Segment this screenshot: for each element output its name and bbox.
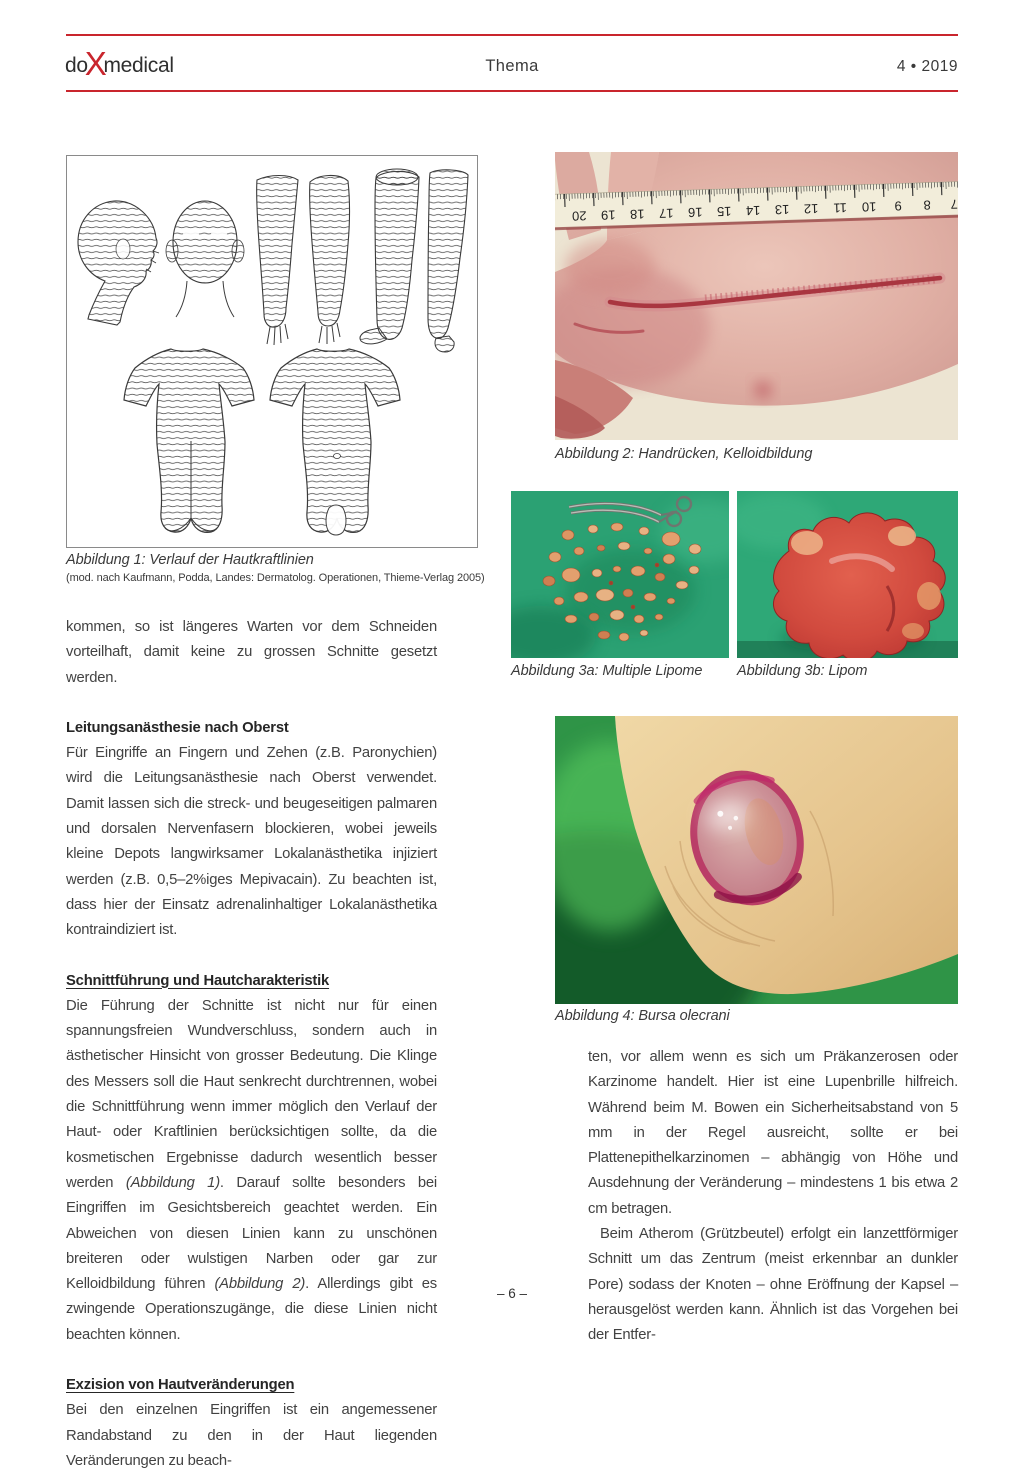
section-exzision-heading: Exzision von Hautveränderungen — [66, 1377, 295, 1394]
figure3a-caption: Abbildung 3a: Multiple Lipome — [511, 663, 703, 679]
torso-front-drawing — [270, 349, 400, 535]
svg-text:17: 17 — [658, 205, 674, 222]
figure3b-caption: Abbildung 3b: Lipom — [737, 663, 868, 679]
figure2-reference: (Abbildung 2) — [214, 1276, 306, 1293]
svg-text:20: 20 — [571, 208, 587, 224]
figure1-credit: (mod. nach Kaufmann, Podda, Landes: Dermatolog. Operationen, Thieme-Verlag 2005) — [66, 572, 485, 584]
arm-drawing-2 — [310, 175, 350, 344]
right-text-column — [588, 1045, 958, 1349]
figure1-caption: Abbildung 1: Verlauf der Hautkraftlinien — [66, 552, 314, 568]
section-oberst — [66, 716, 437, 944]
svg-text:11: 11 — [833, 200, 848, 216]
figure4-bursa-photo — [555, 716, 958, 1004]
svg-text:10: 10 — [861, 199, 877, 215]
body-text: Die Führung der Schnitte ist nicht nur für einen spannungsfreien Wundverschluss, sondern auch in ästhetischer Hinsicht von grosser Bedeutung. Die Klinge des Messers soll die Haut senkrecht durchtrennen, wobei die Schnittführung wenn immer möglich den Verlauf der Haut- oder Kraftlinien berücksichtigen sollte, da die kosmetischen Ergebnisse dadurch wesentlich besser werden — [66, 997, 437, 1191]
figure2-hand-photo — [555, 152, 958, 440]
section-oberst-heading: Leitungsanästhesie nach Oberst — [66, 719, 289, 736]
figure1-reference: (Abbildung 1) — [125, 1174, 220, 1191]
hand-keloid-photo — [555, 152, 958, 440]
figure3b-lipoma-photo — [737, 491, 958, 658]
svg-text:7: 7 — [950, 196, 958, 212]
svg-text:19: 19 — [600, 207, 616, 223]
issue-number: 4 • 2019 — [896, 58, 958, 75]
arm-drawing-1 — [257, 176, 298, 346]
svg-text:13: 13 — [774, 201, 790, 218]
svg-text:14: 14 — [745, 202, 761, 219]
body-text: . Darauf sollte besonders bei Eingriffen im Gesichtsbereich geachtet werden. Ein Abweichen von diesen Linien kann zu unschönen breiteren oder wulstigen Narben oder gar zur Kelloidbildung führen — [66, 1174, 437, 1293]
figure2-caption: Abbildung 2: Handrücken, Kelloidbildung — [555, 446, 813, 462]
torso-back-drawing — [124, 349, 254, 532]
left-text-column — [66, 615, 437, 1474]
right-paragraph-2: Beim Atherom (Grützbeutel) erfolgt ein lanzettförmiger Schnitt um das Zentrum (meist erkennbar an dunkler Pore) sodass der Knoten – ohne Eröffnung der Kapsel – herausgelöst werden kann. Ähnlich ist das Vorgehen bei der Entfer- — [588, 1226, 958, 1344]
logo-text-suffix: medical — [103, 54, 174, 77]
page-number: – 6 – — [496, 1286, 528, 1301]
leg-drawing-1 — [360, 169, 419, 344]
svg-text:16: 16 — [687, 204, 703, 221]
head-front-drawing — [166, 201, 244, 317]
right-paragraph-1: ten, vor allem wenn es sich um Präkanzerosen oder Karzinome handelt. Hier ist eine Lupenbrille hilfreich. Während beim M. Bowen ein Sicherheitsabstand von 5 mm in der Regel ausreicht, sollte er bei Plattenepithelkarzinomen – abhängig von Höhe und Ausdehnung der Veränderung – mindestens 1 bis etwa 2 cm betragen. — [588, 1049, 958, 1217]
logo-text-prefix: do — [65, 54, 88, 77]
section-exzision — [66, 1373, 437, 1474]
section-schnittfuehrung-heading: Schnittführung und Hautcharakteristik — [66, 972, 330, 989]
logo-x-mark: X — [84, 45, 107, 82]
svg-text:8: 8 — [923, 197, 931, 213]
section-oberst-body: Für Eingriffe an Fingern und Zehen (z.B. Paronychien) wird die Leitungsanästhesie nach Oberst verwendet. Damit lassen sich die streck- und beugeseitigen palmaren und dorsalen Nervenfasern blockieren, wobei jeweils kleine Depots langwirksamer Lokalanästhetika injiziert werden (z.B. 0,5–2%iges Mepivacain). Zu beachten ist, dass hier der Einsatz adrenalinhaltiger Lokalanästhetika kontraindiziert ist. — [66, 745, 437, 939]
figure3a-lipomas-photo — [511, 491, 729, 658]
body-text: . Allerdings gibt es zwingende Operationszugänge, die diese Linien nicht beachten können. — [66, 1276, 438, 1343]
section-exzision-body: Bei den einzelnen Eingriffen ist ein angemessener Randabstand zu den in der Haut liegenden Veränderungen zu beach- — [66, 1402, 437, 1469]
page-title: Thema — [485, 57, 539, 75]
skin-lines-illustration — [67, 156, 477, 547]
svg-text:12: 12 — [803, 201, 819, 217]
head-profile-drawing — [78, 201, 159, 325]
svg-text:9: 9 — [894, 198, 902, 214]
continuation-paragraph: kommen, so ist längeres Warten vor dem Schneiden vorteilhaft, damit keine zu grossen Schnitte gesetzt werden. — [66, 619, 437, 686]
svg-text:18: 18 — [629, 206, 645, 222]
header-rule-top — [66, 34, 958, 36]
figure1-skin-lines-drawing — [66, 155, 478, 548]
svg-text:15: 15 — [716, 203, 732, 220]
header-rule-bottom — [66, 90, 958, 92]
figure4-caption: Abbildung 4: Bursa olecrani — [555, 1008, 730, 1024]
leg-drawing-2 — [428, 170, 468, 352]
